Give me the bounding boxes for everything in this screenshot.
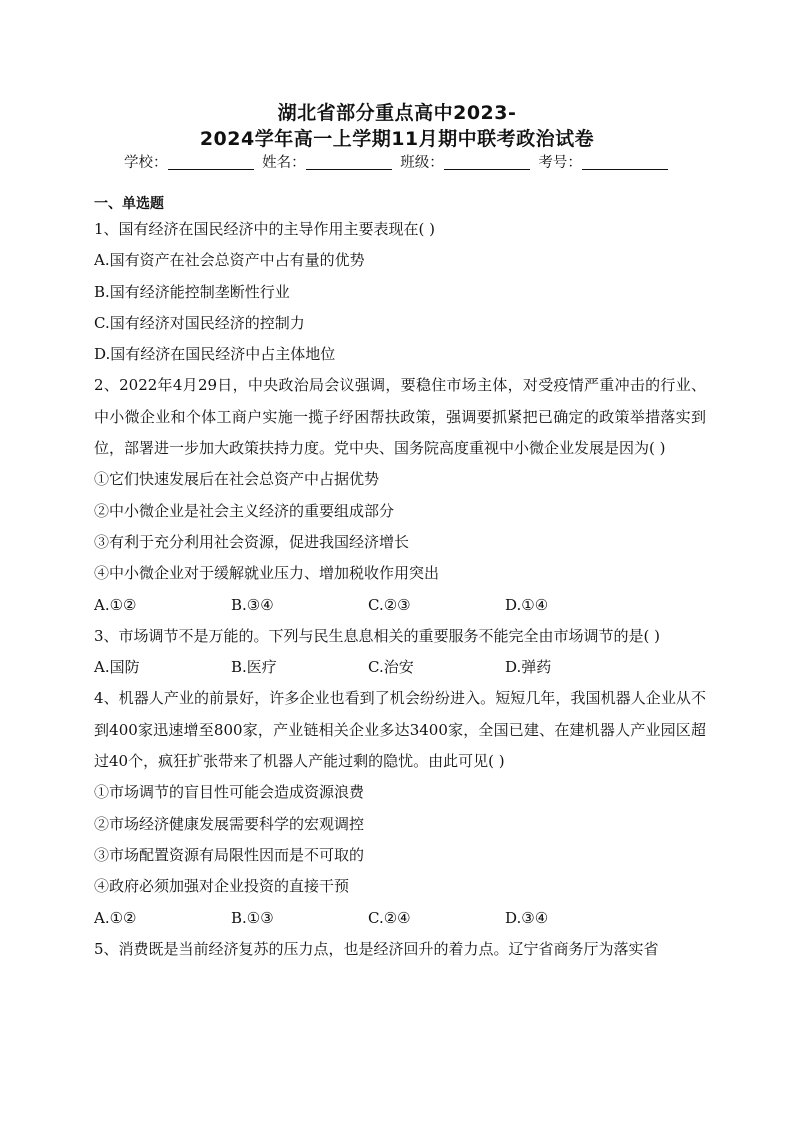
section-heading: 一、单选题	[94, 196, 164, 212]
q4-statement-1: ①市场调节的盲目性可能会造成资源浪费	[94, 783, 365, 802]
q2-statement-2: ②中小微企业是社会主义经济的重要组成部分	[94, 501, 395, 520]
q3-option-c: C.治安	[368, 658, 414, 677]
q2-option-b: B.③④	[231, 595, 274, 614]
number-label: 考号：	[538, 155, 582, 171]
q1-stem: 1、国有经济在国民经济中的主导作用主要表现在( )	[94, 220, 436, 238]
q4-stem: 4、机器人产业的前景好，许多企业也看到了机会纷纷进入。短短几年，我国机器人企业从不到400家迅速增至800家，产业链相关企业多达3400家，全国已建、在建机器人产业园区超过40个，疯狂扩张带来了机器人产能过剩的隐忧。由此可见( )	[94, 689, 706, 771]
q4-statement-3: ③市场配置资源有局限性因而是不可取的	[94, 845, 365, 864]
q2-options	[94, 590, 706, 621]
q2-option-c: C.②③	[368, 595, 411, 614]
q4-statement-4: ④政府必须加强对企业投资的直接干预	[94, 877, 350, 896]
q3-option-b: B.医疗	[231, 658, 277, 677]
question-body	[94, 194, 706, 965]
school-label: 学校：	[124, 155, 168, 171]
number-blank[interactable]	[582, 155, 668, 170]
q1-option-b: B.国有经济能控制垄断性行业	[94, 282, 290, 301]
student-info-row	[124, 151, 684, 172]
page-title-line2: 2024学年高一上学期11月期中联考政治试卷	[199, 128, 595, 150]
q1-option-d: D.国有经济在国民经济中占主体地位	[94, 345, 336, 364]
q5-stem: 5、消费既是当前经济复苏的压力点，也是经济回升的着力点。辽宁省商务厅为落实省	[94, 939, 659, 958]
name-label: 姓名：	[262, 155, 306, 171]
q4-option-d: D.③④	[505, 908, 549, 927]
q2-option-d: D.①④	[505, 595, 549, 614]
q2-stem: 2、2022年4月29日，中央政治局会议强调，要稳住市场主体，对受疫情严重冲击的行业、中小微企业和个体工商户实施一揽子纾困帮扶政策，强调要抓紧把已确定的政策举措落实到位，部署进一步加大政策扶持力度。党中央、国务院高度重视中小微企业发展是因为( )	[94, 376, 706, 458]
class-blank[interactable]	[444, 155, 530, 170]
school-blank[interactable]	[168, 155, 254, 170]
q2-option-a: A.①②	[94, 595, 137, 614]
q4-statement-2: ②市场经济健康发展需要科学的宏观调控	[94, 814, 365, 833]
q2-statement-3: ③有利于充分利用社会资源，促进我国经济增长	[94, 532, 410, 551]
q2-statement-4: ④中小微企业对于缓解就业压力、增加税收作用突出	[94, 564, 440, 583]
q1-option-a: A.国有资产在社会总资产中占有量的优势	[94, 251, 365, 270]
q4-option-a: A.①②	[94, 908, 137, 927]
q4-option-b: B.①③	[231, 908, 274, 927]
q3-options	[94, 652, 706, 683]
q4-option-c: C.②④	[368, 908, 411, 927]
class-label: 班级：	[400, 155, 444, 171]
page-title-line1: 湖北省部分重点高中2023-	[277, 102, 517, 124]
q4-options	[94, 903, 706, 934]
q2-statement-1: ①它们快速发展后在社会总资产中占据优势	[94, 470, 380, 489]
q1-option-c: C.国有经济对国民经济的控制力	[94, 313, 305, 332]
q3-option-a: A.国防	[94, 658, 140, 677]
q3-option-d: D.弹药	[505, 658, 552, 677]
name-blank[interactable]	[306, 155, 392, 170]
q3-stem: 3、市场调节不是万能的。下列与民生息息相关的重要服务不能完全由市场调节的是( )	[94, 626, 661, 645]
